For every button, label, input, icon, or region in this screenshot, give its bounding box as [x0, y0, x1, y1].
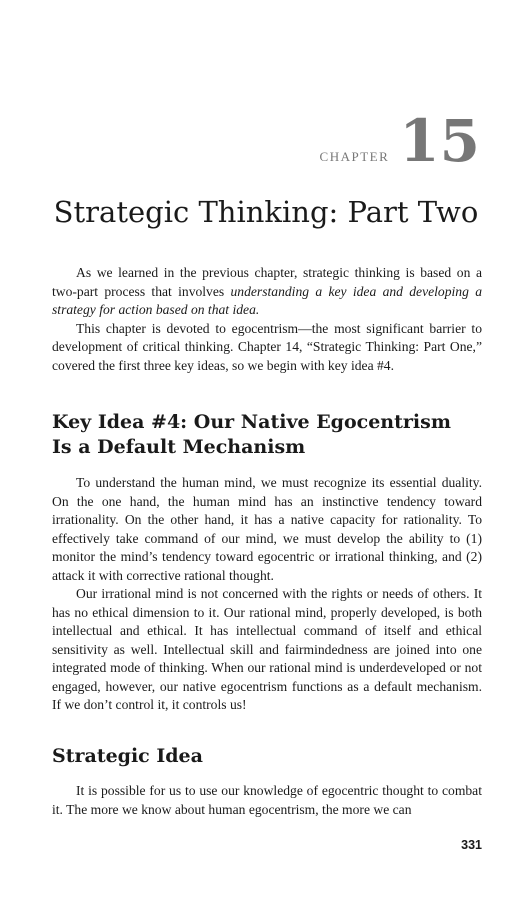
page-number: 331	[461, 838, 482, 852]
chapter-title: Strategic Thinking: Part Two	[53, 195, 479, 229]
strategic-idea-heading: Strategic Idea	[52, 745, 203, 767]
chapter-heading	[319, 107, 480, 175]
strategic-idea-body	[52, 782, 482, 819]
key-idea-heading	[52, 410, 492, 460]
key-idea-heading-line-1: Key Idea #4: Our Native Egocentrism	[52, 411, 451, 433]
intro-paragraph-1-text: As we learned in the previous chapter, strategic thinking is based on a two-part process that involves	[52, 265, 482, 299]
intro-section	[52, 264, 482, 375]
key-idea-paragraph-1: To understand the human mind, we must recognize its essential duality. On the one hand, the human mind has an instinctive tendency toward irrationality. On the other hand, it has a native capacity for rationality. To effectively take command of our mind, we must develop the ability to (1) monitor the mind’s tendency toward egocentric or irrational thinking, and (2) attack it with corrective rational thought.	[52, 475, 482, 583]
key-idea-heading-line-2: Is a Default Mechanism	[52, 436, 306, 458]
intro-paragraph-1-emphasis: understanding a key idea and developing a strategy for action based on that idea.	[52, 283, 482, 317]
key-idea-paragraph-2: Our irrational mind is not concerned with the rights or needs of others. It has no ethical dimension to it. Our rational mind, properly developed, is both intellectual and ethical. It has intellectual command of itself and ethical sensitivity as well. Intellectual skill and fairmindedness are joined into one integrated mode of thinking. When our rational mind is underdeveloped or not engaged, however, our native egocentrism functions as a default mechanism. If we don’t control it, it controls us!	[52, 586, 482, 712]
intro-paragraph-1	[52, 264, 482, 320]
chapter-label: CHAPTER	[319, 149, 390, 164]
chapter-number: 15	[399, 107, 480, 175]
strategic-idea-paragraph-1: It is possible for us to use our knowledge of egocentric thought to combat it. The more we know about human egocentrism, the more we can	[52, 783, 482, 817]
intro-paragraph-2: This chapter is devoted to egocentrism—the most significant barrier to development of critical thinking. Chapter 14, “Strategic Thinking: Part One,” covered the first three key ideas, so we begin with key idea #4.	[52, 320, 482, 373]
key-idea-body	[52, 474, 482, 715]
